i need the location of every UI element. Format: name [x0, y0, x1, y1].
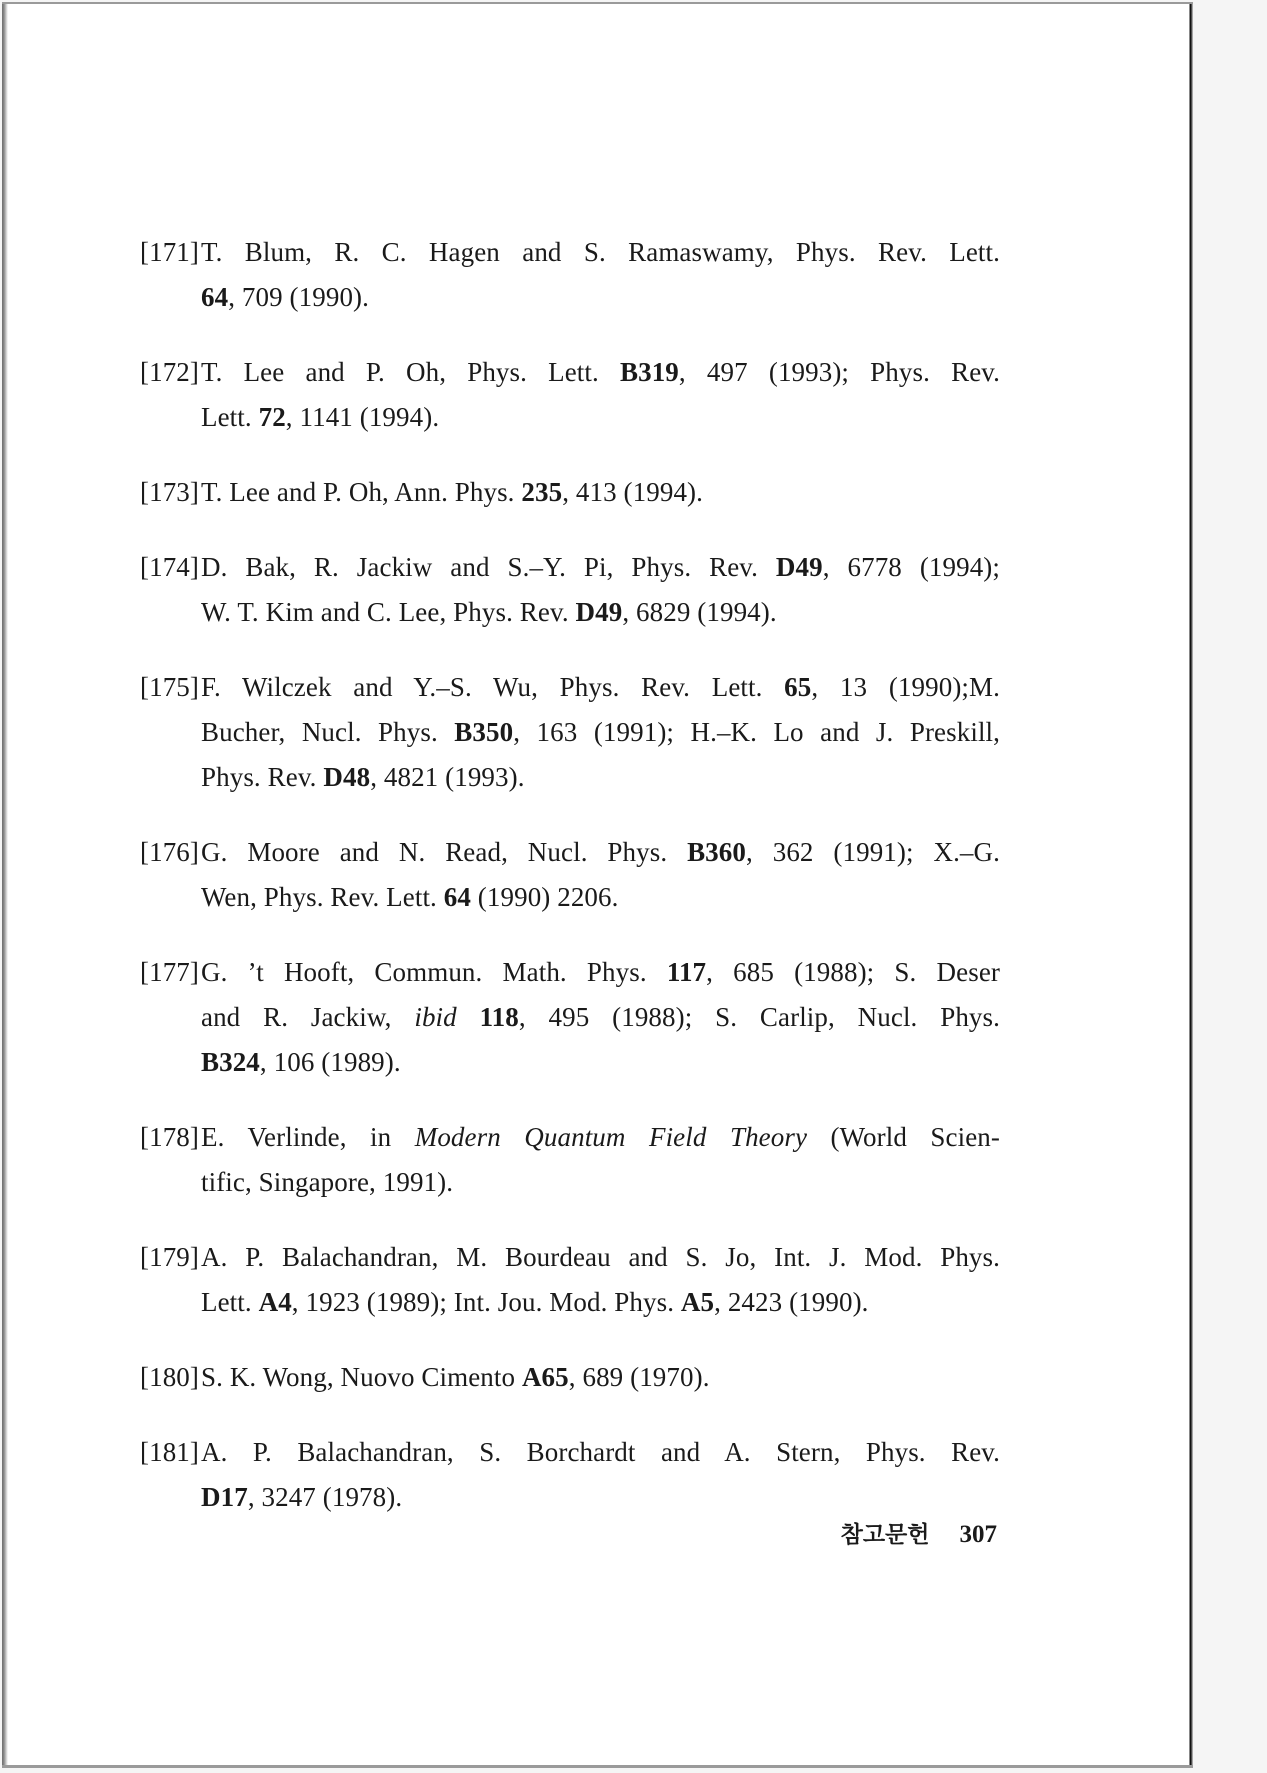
reference-line	[140, 545, 1000, 590]
volume-number: A4	[258, 1287, 292, 1317]
reference-item	[140, 1235, 1000, 1325]
reference-line	[140, 1355, 1000, 1400]
reference-text: , 2423 (1990).	[714, 1287, 869, 1317]
volume-number: 64	[443, 882, 471, 912]
reference-line	[140, 1115, 1000, 1160]
reference-number: [176]	[140, 837, 199, 867]
reference-text: , 106 (1989).	[259, 1047, 401, 1077]
reference-line	[140, 875, 1000, 920]
reference-number: [172]	[140, 357, 199, 387]
reference-line	[140, 1280, 1000, 1325]
reference-item	[140, 950, 1000, 1085]
reference-item	[140, 1355, 1000, 1400]
reference-text: D. Bak, R. Jackiw and S.–Y. Pi, Phys. Rev.	[201, 552, 776, 582]
reference-number: [178]	[140, 1122, 199, 1152]
volume-number: 72	[258, 402, 286, 432]
volume-number: B360	[687, 837, 746, 867]
volume-number: A65	[521, 1362, 569, 1392]
reference-text: A. P. Balachandran, M. Bourdeau and S. Jo, Int. J. Mod. Phys.	[201, 1242, 1000, 1272]
volume-number: 64	[201, 282, 229, 312]
reference-text: Lett.	[201, 1287, 259, 1317]
reference-line	[140, 1430, 1000, 1475]
reference-text: G. Moore and N. Read, Nucl. Phys.	[201, 837, 688, 867]
volume-number: D17	[201, 1482, 248, 1512]
reference-text: (World Scien-	[807, 1122, 1000, 1152]
italic-title: Modern Quantum Field Theory	[414, 1122, 808, 1152]
reference-text: , 362 (1991); X.–G.	[746, 837, 1000, 867]
reference-line	[140, 1040, 1000, 1085]
reference-number: [171]	[140, 237, 199, 267]
reference-text: Lett.	[201, 402, 259, 432]
page-number: 307	[959, 1521, 997, 1548]
reference-text: G. ’t Hooft, Commun. Math. Phys.	[201, 957, 667, 987]
reference-list	[140, 230, 1000, 1550]
reference-item	[140, 470, 1000, 515]
reference-number: [173]	[140, 477, 199, 507]
reference-item	[140, 830, 1000, 920]
reference-text: , 497 (1993); Phys. Rev.	[678, 357, 1000, 387]
reference-text	[457, 1002, 480, 1032]
reference-text: tific, Singapore, 1991).	[201, 1167, 454, 1197]
reference-line	[140, 1235, 1000, 1280]
volume-number: B350	[454, 717, 514, 747]
reference-text: , 689 (1970).	[568, 1362, 710, 1392]
reference-item	[140, 665, 1000, 800]
reference-text: , 13 (1990);M.	[811, 672, 1000, 702]
volume-number: 65	[784, 672, 812, 702]
volume-number: D48	[323, 762, 371, 792]
volume-number: D49	[775, 552, 823, 582]
reference-text: T. Lee and P. Oh, Ann. Phys.	[201, 477, 522, 507]
reference-line	[140, 350, 1000, 395]
reference-line	[140, 395, 1000, 440]
running-head: 참고문헌	[840, 1522, 930, 1548]
reference-line	[140, 755, 1000, 800]
volume-number: B324	[201, 1047, 260, 1077]
reference-text: and R. Jackiw,	[201, 1002, 415, 1032]
reference-text: , 709 (1990).	[228, 282, 369, 312]
page	[2, 2, 1193, 1768]
reference-line	[140, 710, 1000, 755]
reference-text: Phys. Rev.	[201, 762, 324, 792]
reference-line	[140, 995, 1000, 1040]
reference-text: W. T. Kim and C. Lee, Phys. Rev.	[201, 597, 576, 627]
reference-text: , 3247 (1978).	[247, 1482, 403, 1512]
page-footer	[822, 1516, 997, 1549]
reference-line	[140, 1475, 1000, 1520]
reference-text: , 163 (1991); H.–K. Lo and J. Preskill,	[513, 717, 1000, 747]
volume-number: 118	[479, 1002, 519, 1032]
reference-text: , 685 (1988); S. Deser	[706, 957, 1000, 987]
reference-text: , 413 (1994).	[562, 477, 703, 507]
reference-line	[140, 665, 1000, 710]
reference-text: Bucher, Nucl. Phys.	[201, 717, 455, 747]
reference-text: Wen, Phys. Rev. Lett.	[201, 882, 444, 912]
reference-line	[140, 275, 1000, 320]
reference-line	[140, 830, 1000, 875]
reference-item	[140, 1115, 1000, 1205]
volume-number: D49	[575, 597, 623, 627]
reference-text: F. Wilczek and Y.–S. Wu, Phys. Rev. Lett.	[201, 672, 785, 702]
reference-item	[140, 545, 1000, 635]
reference-line	[140, 470, 1000, 515]
reference-text: A. P. Balachandran, S. Borchardt and A. Stern, Phys. Rev.	[201, 1437, 1000, 1467]
reference-line	[140, 950, 1000, 995]
reference-text: , 4821 (1993).	[370, 762, 525, 792]
reference-line	[140, 230, 1000, 275]
reference-text: , 1923 (1989); Int. Jou. Mod. Phys.	[291, 1287, 681, 1317]
reference-item	[140, 350, 1000, 440]
reference-number: [179]	[140, 1242, 199, 1272]
reference-text: (1990) 2206.	[470, 882, 619, 912]
volume-number: B319	[620, 357, 679, 387]
volume-number: 235	[521, 477, 563, 507]
reference-line	[140, 1160, 1000, 1205]
reference-text: S. K. Wong, Nuovo Cimento	[201, 1362, 522, 1392]
reference-line	[140, 590, 1000, 635]
reference-text: T. Blum, R. C. Hagen and S. Ramaswamy, Phys. Rev. Lett.	[201, 237, 1000, 267]
reference-text: , 6829 (1994).	[622, 597, 777, 627]
italic-title: ibid	[414, 1002, 457, 1032]
reference-number: [177]	[140, 957, 199, 987]
page-edge-right	[1189, 4, 1193, 1765]
reference-text: E. Verlinde, in	[201, 1122, 415, 1152]
page-edge-left	[2, 4, 8, 1765]
reference-number: [175]	[140, 672, 199, 702]
reference-text: , 495 (1988); S. Carlip, Nucl. Phys.	[518, 1002, 1000, 1032]
reference-item	[140, 1430, 1000, 1520]
reference-text: , 6778 (1994);	[822, 552, 1000, 582]
reference-text: T. Lee and P. Oh, Phys. Lett.	[201, 357, 620, 387]
volume-number: A5	[680, 1287, 715, 1317]
reference-item	[140, 230, 1000, 320]
reference-number: [174]	[140, 552, 199, 582]
reference-number: [180]	[140, 1362, 199, 1392]
reference-number: [181]	[140, 1437, 199, 1467]
reference-text: , 1141 (1994).	[285, 402, 440, 432]
volume-number: 117	[666, 957, 707, 987]
